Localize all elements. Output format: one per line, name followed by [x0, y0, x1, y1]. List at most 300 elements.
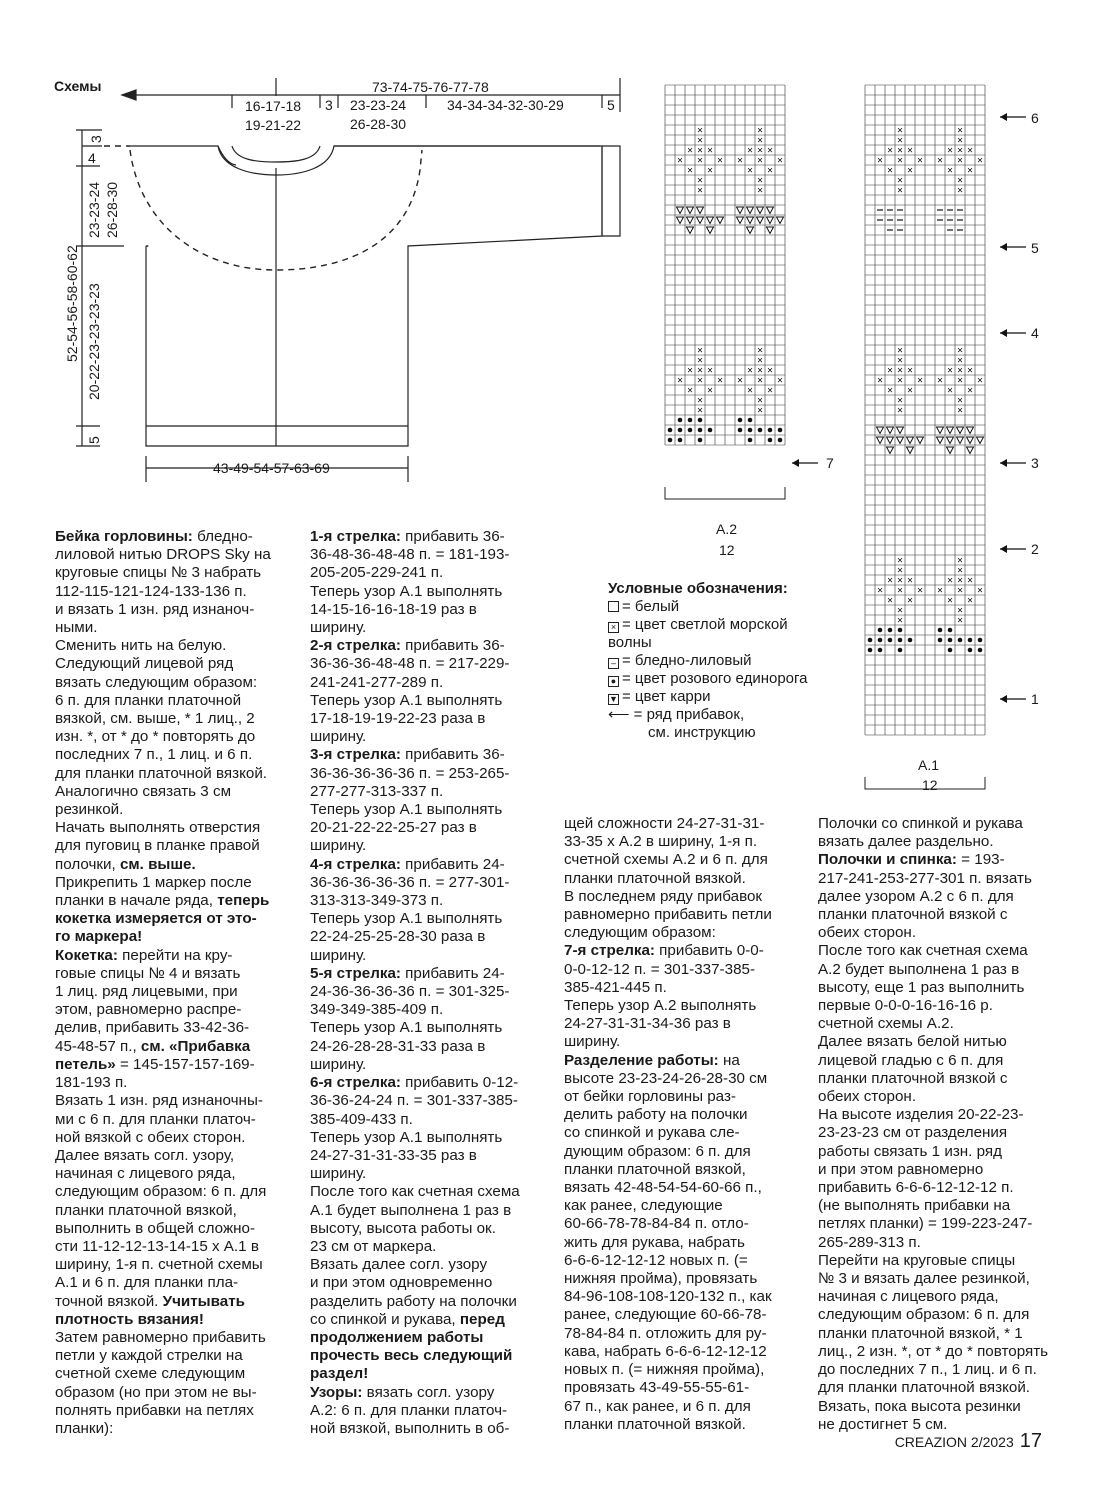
cross-mark: × — [737, 375, 743, 387]
text-line: ширину. — [310, 1055, 367, 1073]
cross-mark: × — [947, 595, 953, 607]
triangle-mark — [877, 427, 884, 434]
text-line: 24-26-28-28-31-33 раза в — [310, 1037, 486, 1055]
cross-mark: × — [957, 615, 963, 627]
text-line: продолжением работы — [310, 1328, 484, 1346]
text-line: высоте 23-23-24-26-28-30 см — [564, 1069, 768, 1087]
text-line: Теперь узор А.1 выполнять — [310, 691, 503, 709]
cross-mark: × — [917, 155, 923, 167]
cross-mark: × — [697, 395, 703, 407]
text-line: плотность вязания! — [55, 1310, 204, 1328]
dot-mark — [878, 648, 883, 653]
text-line: для пуговиц в планке правой — [55, 837, 260, 855]
text-line: планки платочной вязкой, — [55, 1201, 237, 1219]
chart-a1-arrow-2: 2 — [1031, 541, 1039, 557]
text-line: Вязать далее согл. узору — [310, 1256, 488, 1274]
text-line: планки платочной вязкой. — [564, 1415, 746, 1433]
text-line: 20-21-22-22-25-27 раз в — [310, 819, 477, 837]
legend-white: = белый — [608, 598, 808, 616]
dot-mark — [868, 648, 873, 653]
dot-mark — [938, 638, 943, 643]
text-line: 36-36-36-48-48 п. = 217-229- — [310, 655, 510, 673]
text-line: Бейка горловины: бледно- — [55, 528, 253, 545]
chart-a1-arrow-4: 4 — [1031, 325, 1039, 341]
cross-mark: × — [767, 385, 773, 397]
cross-mark: × — [757, 135, 763, 147]
text-line: ширину. — [310, 1165, 367, 1183]
text-line: щей сложности 24-27-31-31- — [564, 815, 765, 832]
triangle-mark — [677, 207, 684, 214]
dot-mark — [958, 638, 963, 643]
text-line: 265-289-313 п. — [818, 1233, 921, 1251]
text-line: Следующий лицевой ряд — [55, 655, 234, 673]
cross-mark: × — [687, 385, 693, 397]
text-line: как ранее, следующие — [564, 1197, 723, 1215]
text-line: 60-66-78-78-84-84 п. отло- — [564, 1215, 749, 1233]
empty-box-icon — [608, 601, 619, 612]
sleeve-len-label: 34-34-34-32-30-29 — [447, 97, 564, 113]
text-line: круговые спицы № 3 набрать — [55, 564, 262, 582]
cross-mark: × — [967, 575, 973, 587]
cross-mark: × — [957, 135, 963, 147]
cross-mark: × — [757, 345, 763, 357]
shoulder-1: 23-23-24 — [350, 97, 407, 113]
text-line: Теперь узор А.1 выполнять — [310, 1128, 503, 1146]
cross-mark: × — [957, 175, 963, 187]
dot-mark — [968, 648, 973, 653]
legend-unicorn: ● = цвет розового единорога — [608, 670, 808, 688]
dot-mark — [978, 648, 983, 653]
chart-grid — [865, 85, 985, 735]
text-line: начиная с лицевого ряда, — [818, 1288, 999, 1306]
text-line: не достигнет 5 см. — [818, 1415, 948, 1433]
cross-mark: × — [897, 365, 903, 377]
cross-mark: × — [907, 145, 913, 157]
dot-mark — [898, 648, 903, 653]
dot-box-icon: ● — [608, 676, 619, 687]
cross-mark: × — [697, 155, 703, 167]
chart-a1-arrow-3: 3 — [1031, 455, 1039, 471]
cross-mark: × — [697, 145, 703, 157]
dot-mark — [778, 438, 783, 443]
dot-mark — [868, 638, 873, 643]
text-line: ширину, 1-я п. счетной схемы — [55, 1256, 263, 1274]
text-line: планки платочной вязкой. — [564, 869, 746, 887]
triangle-mark — [707, 227, 714, 234]
text-line: кокетка измеряется от это- — [55, 910, 257, 928]
cross-mark: × — [897, 135, 903, 147]
dot-mark — [968, 638, 973, 643]
text-line: Теперь узор А.1 выполнять — [310, 801, 503, 819]
text-line: петель» = 145-157-157-169- — [55, 1055, 255, 1073]
text-line: со спинкой и рукава, перед — [310, 1310, 505, 1328]
triangle-mark — [947, 447, 954, 454]
cross-mark: × — [937, 155, 943, 167]
triangle-mark — [977, 437, 984, 444]
text-line: 6-я стрелка: прибавить 0-12- — [310, 1074, 519, 1092]
cross-mark: × — [967, 165, 973, 177]
cross-mark: × — [887, 575, 893, 587]
text-line: После того как счетная схема — [818, 942, 1028, 960]
dot-mark — [688, 418, 693, 423]
cross-mark: × — [957, 605, 963, 617]
cross-mark: × — [887, 145, 893, 157]
cross-mark: × — [697, 345, 703, 357]
chart-a2-name: A.2 — [716, 521, 738, 537]
cuff-label: 5 — [607, 97, 615, 113]
text-line: 4-я стрелка: прибавить 24- — [310, 855, 505, 873]
text-line: А.2 будет выполнена 1 раз в — [818, 960, 1020, 978]
text-line: точной вязкой. Учитывать — [55, 1292, 245, 1310]
triangle-mark — [747, 207, 754, 214]
cross-mark: × — [687, 145, 693, 157]
triangle-mark — [697, 217, 704, 224]
cross-mark: × — [947, 145, 953, 157]
cross-mark: × — [957, 395, 963, 407]
total-length-label: 52-54-56-58-60-62 — [64, 245, 80, 362]
text-line: лиц., 2 изн. *, от * до * повторять — [818, 1342, 1049, 1360]
cross-mark: × — [887, 595, 893, 607]
cross-mark: × — [957, 155, 963, 167]
legend-seawave-cont: волны — [608, 634, 652, 651]
cross-mark: × — [697, 405, 703, 417]
text-line: (не выполнять прибавки на — [818, 1197, 1011, 1215]
cross-mark: × — [687, 365, 693, 377]
cross-mark: × — [897, 615, 903, 627]
text-line: дующим образом: 6 п. для — [564, 1142, 751, 1160]
text-line: Затем равномерно прибавить — [55, 1328, 266, 1346]
dot-mark — [908, 638, 913, 643]
cross-mark: × — [747, 365, 753, 377]
cross-mark: × — [957, 555, 963, 567]
text-line: прибавить 6-6-6-12-12-12 п. — [818, 1179, 1014, 1197]
text-column-4 — [818, 815, 1058, 1434]
cross-mark: × — [947, 385, 953, 397]
cross-mark: × — [697, 365, 703, 377]
cross-mark: × — [737, 155, 743, 167]
text-line: 17-18-19-19-22-23 раза в — [310, 710, 486, 728]
text-line: до последних 7 п., 1 лиц. и 6 п. — [818, 1361, 1037, 1379]
cross-mark: × — [907, 165, 913, 177]
dot-mark — [768, 438, 773, 443]
text-line: 22-24-25-25-28-30 раза в — [310, 928, 486, 946]
left-4-label: 4 — [88, 150, 96, 166]
text-line: Прикрепить 1 маркер после — [55, 873, 252, 891]
triangle-mark — [677, 217, 684, 224]
text-line: и при этом одновременно — [310, 1274, 493, 1292]
legend — [608, 580, 808, 742]
arrow-head — [1000, 243, 1007, 251]
dot-mark — [698, 428, 703, 433]
cross-mark: × — [897, 345, 903, 357]
cross-mark: × — [907, 575, 913, 587]
cross-mark: × — [957, 185, 963, 197]
cross-mark: × — [897, 395, 903, 407]
arrow-head — [792, 459, 799, 467]
bottom-width-label: 43-49-54-57-63-69 — [213, 460, 330, 476]
text-line: высоту, высота работы ок. — [310, 1219, 496, 1237]
arrow-head — [1000, 329, 1007, 337]
text-line: первые 0-0-0-16-16-16 р. — [818, 997, 993, 1015]
cross-mark: × — [757, 125, 763, 137]
text-line: 45-48-57 п., см. «Прибавка — [55, 1037, 251, 1055]
text-line: работы связать 1 изн. ряд — [818, 1142, 1002, 1160]
text-line: делив, прибавить 33-42-36- — [55, 1019, 250, 1037]
cross-mark: × — [717, 375, 723, 387]
text-line: ширину. — [564, 1033, 621, 1051]
text-line: счетной схеме следующим — [55, 1365, 246, 1383]
triangle-mark — [767, 207, 774, 214]
cross-mark: × — [897, 145, 903, 157]
cross-mark: × — [967, 385, 973, 397]
text-line: полочки, см. выше. — [55, 855, 196, 873]
text-line: далее узором А.2 с 6 п. для — [818, 887, 1014, 905]
cross-mark: × — [777, 375, 783, 387]
triangle-mark — [737, 207, 744, 214]
cross-mark: × — [757, 365, 763, 377]
hem-label: 5 — [86, 436, 102, 444]
cross-mark: × — [707, 145, 713, 157]
seg-3-label: 3 — [325, 97, 333, 113]
triangle-mark — [897, 437, 904, 444]
text-line: изн. *, от * до * повторять до — [55, 728, 256, 746]
cross-mark: × — [767, 145, 773, 157]
cross-mark: × — [777, 155, 783, 167]
body-length-label: 20-22-23-23-23-23 — [86, 283, 102, 400]
text-line: 6 п. для планки платочной — [55, 691, 242, 709]
triangle-mark — [717, 217, 724, 224]
text-line: Теперь узор А.2 выполнять — [564, 997, 757, 1015]
cross-mark: × — [887, 165, 893, 177]
text-line: 7-я стрелка: прибавить 0-0- — [564, 942, 764, 960]
cross-mark: × — [877, 585, 883, 597]
triangle-mark — [967, 427, 974, 434]
text-line: 241-241-277-289 п. — [310, 673, 444, 691]
dot-mark — [748, 428, 753, 433]
text-line: Перейти на круговые спицы — [818, 1251, 1016, 1269]
text-line: 23-23-23 см от разделения — [818, 1124, 1008, 1142]
text-line: разделить работу на полочки — [310, 1292, 517, 1310]
chart-a1-arrow-6: 6 — [1031, 110, 1039, 126]
cross-mark: × — [897, 155, 903, 167]
dot-mark — [888, 628, 893, 633]
text-line: прочесть весь следующий — [310, 1347, 513, 1365]
cross-mark: × — [757, 145, 763, 157]
text-line: 277-277-313-337 п. — [310, 782, 444, 800]
text-line: 2-я стрелка: прибавить 36- — [310, 637, 505, 655]
dot-mark — [668, 428, 673, 433]
dot-mark — [758, 428, 763, 433]
cross-mark: × — [907, 385, 913, 397]
triangle-mark — [737, 217, 744, 224]
dot-mark — [898, 638, 903, 643]
triangle-box-icon: ▼ — [609, 694, 618, 704]
triangle-mark — [707, 217, 714, 224]
text-line: 385-421-445 п. — [564, 978, 667, 996]
text-line: жить для рукава, набрать — [564, 1233, 745, 1251]
text-line: Полочки со спинкой и рукава — [818, 815, 1023, 832]
magazine-name: CREAZION 2/2023 — [894, 1434, 1014, 1450]
text-line: планки в начале ряда, теперь — [55, 892, 270, 910]
text-line: Кокетка: перейти на кру- — [55, 946, 233, 964]
dot-mark — [698, 418, 703, 423]
cross-mark: × — [887, 365, 893, 377]
cross-mark: × — [957, 125, 963, 137]
dot-mark — [948, 628, 953, 633]
text-line: следующим образом: — [564, 924, 716, 942]
text-line: ными. — [55, 619, 98, 637]
text-line: провязать 43-49-55-55-61- — [564, 1379, 750, 1397]
text-line: 112-115-121-124-133-136 п. — [55, 582, 247, 600]
text-line: ной вязкой, выполнить в об- — [310, 1419, 510, 1437]
cross-mark: × — [757, 375, 763, 387]
cross-mark: × — [937, 375, 943, 387]
text-line: А.1 и 6 п. для планки пла- — [55, 1274, 239, 1292]
dot-mark — [748, 438, 753, 443]
text-line: для планки платочной вязкой. — [818, 1379, 1031, 1397]
text-line: 5-я стрелка: прибавить 24- — [310, 964, 505, 982]
text-line: 24-27-31-31-33-35 раз в — [310, 1146, 477, 1164]
cross-mark: × — [707, 365, 713, 377]
dot-mark — [898, 628, 903, 633]
cross-mark: × — [897, 185, 903, 197]
dot-mark — [768, 428, 773, 433]
cross-mark: × — [707, 165, 713, 177]
cross-mark: × — [917, 375, 923, 387]
cross-mark: × — [677, 375, 683, 387]
top-width-label: 73-74-75-76-77-78 — [372, 79, 489, 95]
text-line: 3-я стрелка: прибавить 36- — [310, 746, 505, 764]
dot-mark — [878, 638, 883, 643]
text-line: Далее вязать согл. узору, — [55, 1146, 235, 1164]
text-line: 0-0-12-12 п. = 301-337-385- — [564, 960, 756, 978]
cross-mark: × — [897, 375, 903, 387]
text-line: Вязать, пока высота резинки — [818, 1397, 1021, 1415]
text-line: петлях планки) = 199-223-247- — [818, 1215, 1033, 1233]
text-line: Далее вязать белой нитью — [818, 1033, 1007, 1051]
dot-mark — [888, 638, 893, 643]
cross-mark: × — [967, 595, 973, 607]
arrow-head — [1000, 113, 1007, 121]
triangle-mark — [747, 217, 754, 224]
text-line: этом, равномерно распре- — [55, 1001, 242, 1019]
text-line: На высоте изделия 20-22-23- — [818, 1106, 1024, 1124]
triangle-mark — [697, 207, 704, 214]
neck-width-2: 19-21-22 — [245, 117, 302, 133]
chart-grid — [665, 85, 785, 445]
text-line: вязать далее раздельно. — [818, 833, 994, 851]
triangle-mark — [957, 427, 964, 434]
cross-mark: × — [967, 145, 973, 157]
yoke-depth-2: 26-28-30 — [104, 181, 120, 238]
cross-mark: × — [957, 145, 963, 157]
text-line: планки): — [55, 1419, 114, 1437]
cross-mark: × — [907, 365, 913, 377]
cross-mark: × — [947, 165, 953, 177]
triangle-mark — [887, 437, 894, 444]
text-line: 23 см от маркера. — [310, 1237, 437, 1255]
cross-mark: × — [957, 375, 963, 387]
dash-box-icon: – — [608, 658, 619, 669]
cross-mark: × — [957, 345, 963, 357]
text-line: 6-6-6-12-12-12 новых п. (= — [564, 1251, 748, 1269]
cross-mark: × — [957, 405, 963, 417]
cross-mark: × — [977, 375, 983, 387]
text-line: 24-36-36-36-36 п. = 301-325- — [310, 983, 510, 1001]
triangle-mark — [947, 427, 954, 434]
text-line: ширину. — [310, 837, 367, 855]
chart-a1-arrow-5: 5 — [1031, 240, 1039, 256]
text-line: начиная с лицевого ряда, — [55, 1165, 236, 1183]
text-line: следующим образом: 6 п. для — [55, 1183, 267, 1201]
cross-mark: × — [757, 175, 763, 187]
text-line: 1-я стрелка: прибавить 36- — [310, 528, 505, 545]
text-line: равномерно прибавить петли — [564, 906, 772, 924]
cross-mark: × — [687, 165, 693, 177]
text-line: Узоры: вязать согл. узору — [310, 1383, 495, 1401]
text-line: Теперь узор А.1 выполнять — [310, 582, 503, 600]
text-line: 33-35 х А.2 в ширину, 1-я п. — [564, 833, 758, 851]
dot-mark — [948, 638, 953, 643]
cross-mark: × — [897, 605, 903, 617]
cross-mark: × — [767, 365, 773, 377]
cross-mark: × — [897, 405, 903, 417]
cross-mark: × — [967, 365, 973, 377]
cross-mark: × — [907, 595, 913, 607]
text-line: полнять прибавки на петлях — [55, 1401, 254, 1419]
legend-curry: ▼ = цвет карри — [609, 688, 711, 705]
text-line: выполнить в общей сложно- — [55, 1219, 256, 1237]
text-line: Аналогично связать 3 см — [55, 782, 232, 800]
text-line: ширину. — [310, 728, 367, 746]
text-line: 313-313-349-373 п. — [310, 892, 444, 910]
text-line: 217-241-253-277-301 п. вязать — [818, 869, 1032, 887]
text-line: 78-84-84 п. отложить для ру- — [564, 1324, 767, 1342]
text-line: После того как счетная схема — [310, 1183, 520, 1201]
triangle-mark — [917, 437, 924, 444]
cross-mark: × — [897, 555, 903, 567]
dot-mark — [778, 428, 783, 433]
cross-mark: × — [677, 155, 683, 167]
cross-mark: × — [707, 385, 713, 397]
dot-mark — [678, 428, 683, 433]
text-line: Вязать 1 изн. ряд изнаночны- — [55, 1092, 263, 1110]
chart-a2-stitches: 12 — [719, 542, 735, 558]
chart-a1-stitches: 12 — [922, 777, 938, 793]
text-line: образом (но при этом не вы- — [55, 1383, 257, 1401]
text-line: 36-36-36-36-36 п. = 277-301- — [310, 873, 510, 891]
cross-mark: × — [747, 165, 753, 177]
triangle-mark — [777, 217, 784, 224]
schema-title: Схемы — [54, 78, 102, 94]
dot-mark — [688, 428, 693, 433]
cross-mark: × — [897, 585, 903, 597]
cross-mark: × — [897, 125, 903, 137]
text-line: планки платочной вязкой, * 1 — [818, 1324, 1023, 1342]
text-line: кава, набрать 6-6-6-12-12-12 — [564, 1342, 767, 1360]
triangle-mark — [957, 437, 964, 444]
chart-a1 — [860, 80, 1060, 800]
text-line: и вязать 1 изн. ряд изнаноч- — [55, 600, 255, 618]
cross-mark: × — [697, 175, 703, 187]
triangle-mark — [687, 207, 694, 214]
dot-mark — [738, 428, 743, 433]
text-line: планки платочной вязкой с — [818, 1069, 1008, 1087]
cross-mark: × — [697, 135, 703, 147]
dot-mark — [738, 418, 743, 423]
triangle-mark — [877, 437, 884, 444]
arrow-head — [1000, 695, 1007, 703]
